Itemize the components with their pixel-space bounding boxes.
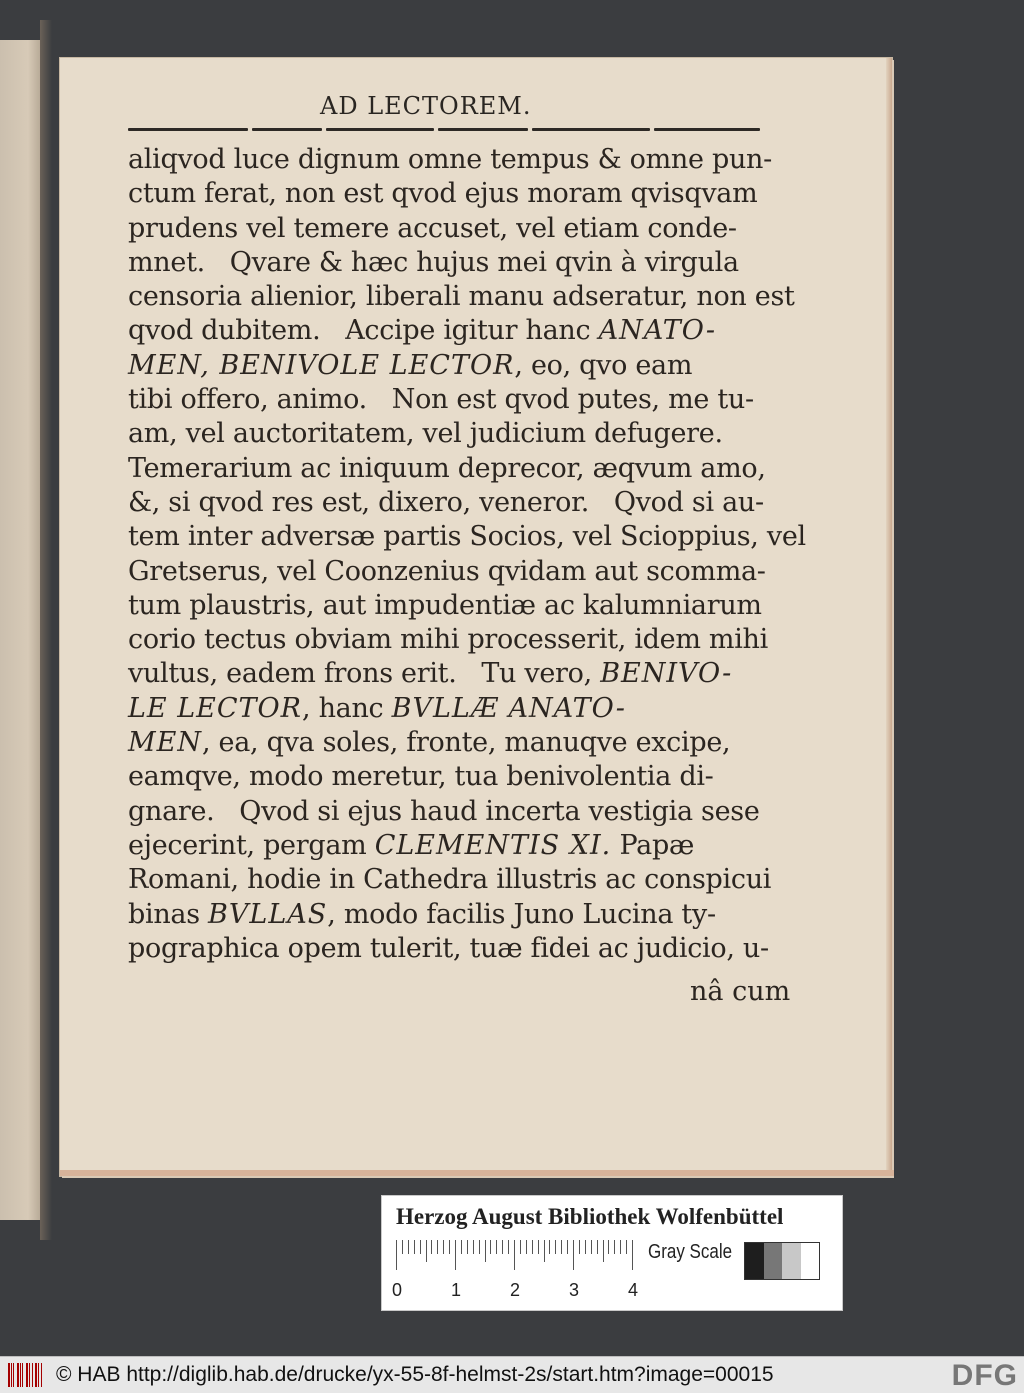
text-segment: , modo facilis Juno Lucina ty- <box>327 898 716 930</box>
ruler-tick <box>437 1240 438 1254</box>
text-segment: Temerarium ac iniquum deprecor, æqvum amo, <box>128 452 766 484</box>
scale-number: 0 <box>392 1280 403 1300</box>
gray-swatch <box>801 1243 820 1279</box>
text-segment: binas <box>128 898 209 930</box>
text-segment: , eo, qvo eam <box>514 349 693 381</box>
logo-bar <box>13 1363 14 1387</box>
ruler-tick <box>455 1240 456 1270</box>
logo-bar <box>11 1363 12 1387</box>
ruler-tick <box>514 1240 515 1270</box>
ruler-tick <box>408 1240 409 1254</box>
text-line <box>128 932 768 966</box>
ruler-tick <box>414 1240 415 1254</box>
logo-bar <box>8 1363 10 1387</box>
ruler-tick <box>473 1240 474 1254</box>
text-segment: corio tectus obviam mihi processerit, idem mihi <box>128 624 768 656</box>
text-line <box>128 555 768 589</box>
text-line <box>128 657 768 691</box>
text-segment: , ea, qva soles, fronte, manuqve excipe, <box>201 727 731 759</box>
ruler-tick <box>496 1240 497 1254</box>
ruler-tick <box>396 1240 397 1270</box>
text-line <box>128 692 768 726</box>
logo-bar <box>22 1363 23 1387</box>
text-line <box>128 589 768 623</box>
ruler-tick <box>485 1240 486 1262</box>
ruler-tick <box>490 1240 491 1254</box>
ruler-tick <box>538 1240 539 1254</box>
text-segment: &, si qvod res est, dixero, veneror. Qvod si au- <box>128 486 764 518</box>
hab-logo-icon <box>8 1363 44 1387</box>
text-line <box>128 863 772 897</box>
ruler-tick <box>420 1240 421 1254</box>
text-line <box>128 623 768 657</box>
text-line <box>128 829 768 863</box>
text-segment: ctum ferat, non est qvod ejus moram qvisqvam <box>128 178 758 210</box>
text-segment: ejecerint, pergam <box>128 829 375 861</box>
ruler-tick <box>532 1240 533 1254</box>
text-segment: qvod dubitem. Accipe igitur hanc <box>128 315 599 347</box>
scale-ruler <box>396 1240 634 1274</box>
copyright-link[interactable]: © HAB http://diglib.hab.de/drucke/yx-55-8f-helmst-2s/start.htm?image=00015 <box>56 1363 774 1386</box>
text-segment: Romani, hodie in Cathedra illustris ac conspicui <box>128 864 772 896</box>
ruler-tick <box>597 1240 598 1254</box>
text-segment: tum plaustris, aut impudentiæ ac kalumniarum <box>128 589 762 621</box>
italic-segment: MEN, BENIVOLE LECTOR <box>128 349 515 381</box>
running-head: AD LECTOREM. <box>320 92 532 120</box>
gutter-shadow <box>40 20 52 1240</box>
ruler-tick <box>467 1240 468 1254</box>
gray-scale-label: Gray Scale <box>648 1241 733 1263</box>
text-line <box>128 898 768 932</box>
text-line <box>128 349 768 383</box>
text-segment: , hanc <box>302 692 392 724</box>
text-segment: tem inter adversæ partis Socios, vel Scioppius, vel <box>128 521 806 553</box>
text-line <box>128 760 768 794</box>
italic-segment: BVLLÆ ANATO- <box>391 692 626 724</box>
ruler-tick <box>526 1240 527 1254</box>
italic-segment: BVLLAS <box>208 898 328 930</box>
italic-segment: MEN <box>128 727 202 759</box>
ruler-tick <box>443 1240 444 1254</box>
text-line <box>128 314 768 348</box>
text-line <box>128 486 768 520</box>
ruler-tick <box>573 1240 574 1270</box>
text-line <box>128 143 772 177</box>
logo-bar <box>35 1363 37 1387</box>
text-segment: Gretserus, vel Coonzenius qvidam aut scomma- <box>128 555 766 587</box>
ruler-tick <box>402 1240 403 1254</box>
scale-number: 3 <box>569 1280 580 1300</box>
ruler-tick <box>632 1240 633 1270</box>
text-line <box>128 452 768 486</box>
text-segment: gnare. Qvod si ejus haud incerta vestigia sese <box>128 795 760 827</box>
text-segment: tibi offero, animo. Non est qvod putes, me tu- <box>128 384 754 416</box>
ruler-tick <box>603 1240 604 1262</box>
text-segment: prudens vel temere accuset, vel etiam conde- <box>128 212 737 244</box>
ruler-tick <box>508 1240 509 1254</box>
library-name: Herzog August Bibliothek Wolfenbüttel <box>396 1204 784 1229</box>
page-edge <box>60 1170 894 1176</box>
ruler-tick <box>544 1240 545 1262</box>
ruler-tick <box>614 1240 615 1254</box>
gray-scale-swatches <box>744 1242 820 1280</box>
text-line <box>128 417 768 451</box>
text-line <box>128 383 768 417</box>
ruler-tick <box>608 1240 609 1254</box>
ruler-tick <box>449 1240 450 1254</box>
ruler-tick <box>520 1240 521 1254</box>
text-line <box>128 177 768 211</box>
text-line <box>128 280 795 314</box>
ruler-tick <box>555 1240 556 1254</box>
header-rule <box>128 126 760 132</box>
logo-bar <box>20 1363 21 1387</box>
text-segment: am, vel auctoritatem, vel judicium defugere. <box>128 418 723 450</box>
text-line <box>128 520 806 554</box>
italic-segment: BENIVO- <box>600 658 733 690</box>
gray-swatch <box>764 1243 783 1279</box>
ruler-tick <box>620 1240 621 1254</box>
ruler-tick <box>461 1240 462 1254</box>
page-body-text <box>128 143 806 966</box>
text-segment: Papæ <box>611 829 695 861</box>
text-segment: censoria alienior, liberali manu adseratur, non est <box>128 281 795 313</box>
text-segment: vultus, eadem frons erit. Tu vero, <box>128 658 601 690</box>
logo-bar <box>41 1363 42 1387</box>
footer-bar <box>0 1356 1024 1393</box>
dfg-logo: DFG <box>951 1359 1018 1392</box>
text-line <box>128 726 768 760</box>
scale-number: 1 <box>451 1280 462 1300</box>
ruler-tick <box>585 1240 586 1254</box>
ruler-tick <box>567 1240 568 1254</box>
text-segment: eamqve, modo meretur, tua benivolentia di- <box>128 761 714 793</box>
logo-bar <box>26 1363 28 1387</box>
ruler-tick <box>426 1240 427 1262</box>
ruler-tick <box>502 1240 503 1254</box>
text-segment: pographica opem tulerit, tuæ fidei ac judicio, u- <box>128 932 769 964</box>
text-line <box>128 795 768 829</box>
logo-bar <box>17 1363 19 1387</box>
logo-bar <box>29 1363 30 1387</box>
text-line <box>128 212 768 246</box>
color-target <box>381 1195 843 1311</box>
text-segment: mnet. Qvare & hæc hujus mei qvin à virgula <box>128 246 739 278</box>
ruler-tick <box>579 1240 580 1254</box>
gray-swatch <box>745 1243 764 1279</box>
logo-bar <box>32 1363 33 1387</box>
italic-segment: CLEMENTIS XI. <box>374 829 612 861</box>
ruler-tick <box>626 1240 627 1254</box>
catchword: nâ cum <box>690 976 791 1007</box>
scale-number: 2 <box>510 1280 521 1300</box>
italic-segment: LE LECTOR <box>128 692 302 724</box>
logo-bar <box>38 1363 39 1387</box>
gray-swatch <box>782 1243 801 1279</box>
previous-page-edge <box>0 40 40 1220</box>
scale-number: 4 <box>628 1280 639 1300</box>
ruler-tick <box>479 1240 480 1254</box>
scale-numbers <box>392 1280 646 1300</box>
ruler-tick <box>431 1240 432 1254</box>
ruler-tick <box>549 1240 550 1254</box>
text-segment: aliqvod luce dignum omne tempus & omne pun- <box>128 144 772 175</box>
ruler-tick <box>561 1240 562 1254</box>
ruler-tick <box>591 1240 592 1254</box>
text-line <box>128 246 768 280</box>
italic-segment: ANATO- <box>598 315 717 347</box>
